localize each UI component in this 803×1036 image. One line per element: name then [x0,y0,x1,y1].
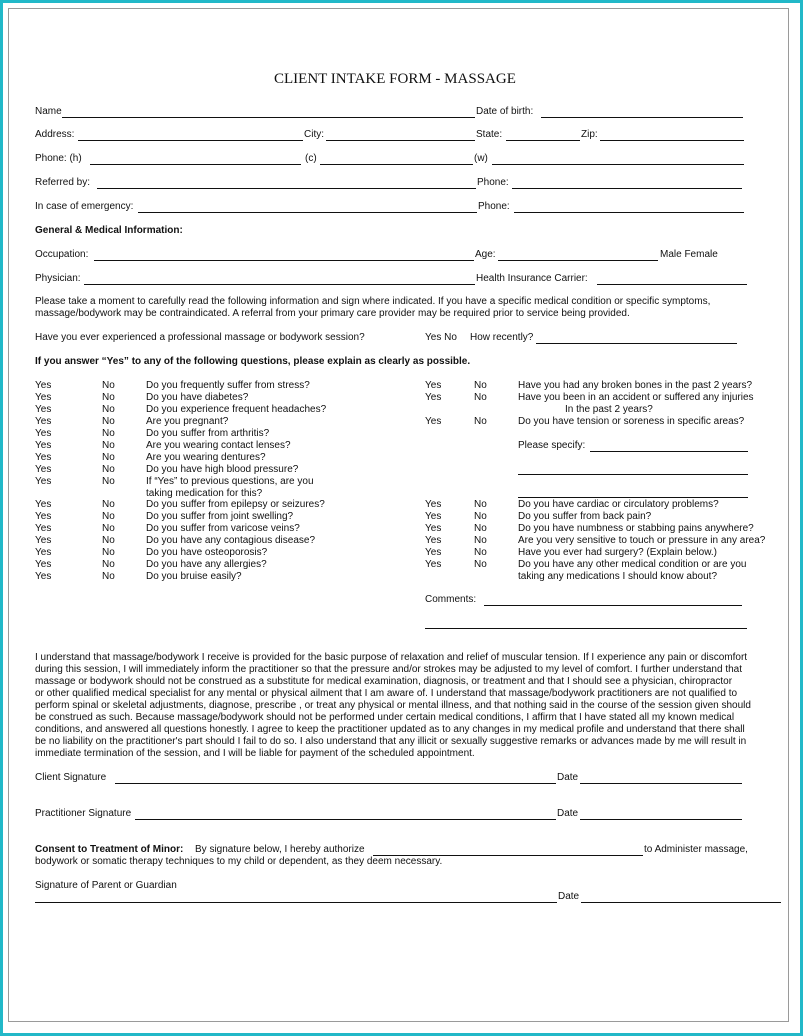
yes-option[interactable]: Yes [35,452,52,463]
practitioner-date-label: Date [557,808,579,819]
emergency-phone-label: Phone: [478,201,510,212]
guardian-date-label: Date [558,891,580,902]
no-option[interactable]: No [474,547,487,558]
minor-consent-tail: to Administer massage, [644,844,748,855]
city-field[interactable] [326,140,475,141]
no-option[interactable]: No [102,440,115,451]
name-label: Name [35,106,62,117]
practitioner-date-field[interactable] [580,819,742,820]
emergency-phone-field[interactable] [514,212,744,213]
no-option[interactable]: No [102,535,115,546]
no-option[interactable]: No [102,452,115,463]
medical-heading: General & Medical Information: [35,225,183,236]
minor-consent-line-2: bodywork or somatic therapy techniques to my child or dependent, as they deem necessary. [35,856,443,867]
occupation-field[interactable] [94,260,474,261]
yes-option[interactable]: Yes [35,535,52,546]
yes-option[interactable]: Yes [35,559,52,570]
comments-label: Comments: [425,594,477,605]
no-option[interactable]: No [474,499,487,510]
no-option[interactable]: No [102,428,115,439]
no-option[interactable]: No [102,571,115,582]
comments-field-2[interactable] [425,628,747,629]
consent-line: perform spinal or skeletal adjustments, diagnose, prescribe , or treat any physical or mental illness, and that nothing said in the course of the session given should [35,700,751,711]
no-option[interactable]: No [102,559,115,570]
yes-option[interactable]: Yes [35,464,52,475]
health-question-cont: taking medication for this? [146,488,263,499]
minor-consent-heading: Consent to Treatment of Minor: [35,844,184,855]
yes-option[interactable]: Yes [35,428,52,439]
yes-option[interactable]: Yes [35,416,52,427]
prior-massage-yes-no[interactable]: Yes No [425,332,457,343]
sex-options[interactable]: Male Female [660,249,718,260]
back-pain-question: Do you suffer from back pain? [518,511,652,522]
health-question: Do you have osteoporosis? [146,547,268,558]
yes-option[interactable]: Yes [425,499,442,510]
no-option[interactable]: No [102,392,115,403]
health-question: Are you wearing contact lenses? [146,440,291,451]
yes-option[interactable]: Yes [425,511,442,522]
instructions-line-1: Please take a moment to carefully read the following information and sign where indicated. If you have a specific medical condition or specific symptoms, [35,296,711,307]
tension-question: Do you have tension or soreness in specific areas? [518,416,745,427]
insurance-field[interactable] [597,284,747,285]
zip-label: Zip: [581,129,598,140]
phone-work-label: (w) [474,153,488,164]
health-question: Do you suffer from epilepsy or seizures? [146,499,325,510]
yes-option[interactable]: Yes [35,440,52,451]
please-specify-label: Please specify: [518,440,586,451]
other-condition-question: Do you have any other medical condition or are you [518,559,747,570]
sensitive-question: Are you very sensitive to touch or pressure in any area? [518,535,766,546]
client-signature-label: Client Signature [35,772,107,783]
referred-phone-label: Phone: [477,177,509,188]
health-question: Are you wearing dentures? [146,452,266,463]
consent-line: or other qualified medical specialist for any mental or physical ailment that I am aware of. I understand that massage/bodywork practitioners are not qualified to [35,688,738,699]
yes-option[interactable]: Yes [425,380,442,391]
name-field[interactable] [62,117,475,118]
how-recently-field[interactable] [536,343,737,344]
client-signature-field[interactable] [115,783,556,784]
no-option[interactable]: No [102,416,115,427]
no-option[interactable]: No [102,511,115,522]
practitioner-signature-label: Practitioner Signature [35,808,132,819]
no-option[interactable]: No [102,380,115,391]
health-question: Do you suffer from varicose veins? [146,523,300,534]
guardian-signature-label: Signature of Parent or Guardian [35,880,177,891]
zip-field[interactable] [600,140,744,141]
physician-field[interactable] [84,284,475,285]
comments-field-1[interactable] [484,605,742,606]
no-option[interactable]: No [102,476,115,487]
health-question: Do you have high blood pressure? [146,464,299,475]
dob-label: Date of birth: [476,106,534,117]
referred-phone-field[interactable] [512,188,742,189]
yes-option[interactable]: Yes [35,511,52,522]
broken-bones-question: Have you had any broken bones in the past 2 years? [518,380,753,391]
occupation-label: Occupation: [35,249,89,260]
phone-cell-label: (c) [305,153,317,164]
phone-home-label: Phone: (h) [35,153,82,164]
yes-option[interactable]: Yes [35,380,52,391]
health-question: If “Yes” to previous questions, are you [146,476,314,487]
client-date-label: Date [557,772,579,783]
consent-line: during this session, I will immediately inform the practitioner so that the pressure and/or strokes may be adjusted to my level of comfort. I further understand that [35,664,742,675]
consent-line: I understand that massage/bodywork I receive is provided for the basic purpose of relaxation and relief of muscular tension. If I experience any pain or discomfort [35,652,748,663]
health-question: Do you frequently suffer from stress? [146,380,310,391]
prior-massage-question: Have you ever experienced a professional massage or bodywork session? [35,332,365,343]
yes-option[interactable]: Yes [425,535,442,546]
yes-option[interactable]: Yes [425,523,442,534]
address-field[interactable] [78,140,303,141]
yes-option[interactable]: Yes [35,523,52,534]
other-condition-question-cont: taking any medications I should know about? [518,571,718,582]
cardiac-question: Do you have cardiac or circulatory problems? [518,499,719,510]
phone-work-field[interactable] [492,164,744,165]
no-option[interactable]: No [102,499,115,510]
physician-label: Physician: [35,273,81,284]
yes-option[interactable]: Yes [35,499,52,510]
emergency-label: In case of emergency: [35,201,134,212]
referred-field[interactable] [97,188,476,189]
city-label: City: [304,129,324,140]
no-option[interactable]: No [474,392,487,403]
document-page [8,8,789,1022]
form-title: CLIENT INTAKE FORM - MASSAGE [274,71,516,87]
consent-paragraph [35,652,780,760]
yes-option[interactable]: Yes [35,392,52,403]
yes-option[interactable]: Yes [425,416,442,427]
yes-option[interactable]: Yes [425,547,442,558]
consent-line: immediate termination of the session, and I will be liable for payment of the scheduled appointment. [35,748,475,759]
health-question: Do you bruise easily? [146,571,242,582]
specify-field-3[interactable] [518,497,748,498]
consent-line: be construed as such. Because massage/bodywork should not be performed under certain medical conditions, I affirm that I have stated all my known medical [35,712,735,723]
surgery-question: Have you ever had surgery? (Explain below.) [518,547,717,558]
client-date-field[interactable] [580,783,742,784]
no-option[interactable]: No [474,559,487,570]
dob-field[interactable] [541,117,743,118]
no-option[interactable]: No [102,547,115,558]
address-label: Address: [35,129,75,140]
yes-instructions-heading: If you answer “Yes” to any of the following questions, please explain as clearly as possible. [35,356,471,367]
no-option[interactable]: No [474,511,487,522]
no-option[interactable]: No [102,464,115,475]
phone-cell-field[interactable] [320,164,473,165]
insurance-label: Health Insurance Carrier: [476,273,588,284]
health-question: Do you experience frequent headaches? [146,404,327,415]
no-option[interactable]: No [474,535,487,546]
specify-field-1[interactable] [590,451,748,452]
accident-question: Have you been in an accident or suffered any injuries [518,392,754,403]
minor-consent-text: By signature below, I hereby authorize [195,844,365,855]
referred-label: Referred by: [35,177,91,188]
age-label: Age: [475,249,496,260]
no-option[interactable]: No [102,404,115,415]
health-question: Do you have any allergies? [146,559,267,570]
no-option[interactable]: No [474,416,487,427]
consent-line: massage or bodywork should not be construed as a substitute for medical examination, diagnosis, or treatment and that I should see a physician, chiropractor [35,676,733,687]
consent-line: conditions, and answered all questions honestly. I agree to keep the practitioner updated as to any changes in my medical profile and understand that there shall [35,724,745,735]
yes-option[interactable]: Yes [425,392,442,403]
yes-option[interactable]: Yes [35,404,52,415]
health-question: Do you have diabetes? [146,392,249,403]
no-option[interactable]: No [474,523,487,534]
emergency-field[interactable] [138,212,477,213]
yes-option[interactable]: Yes [35,571,52,582]
no-option[interactable]: No [474,380,487,391]
specify-field-2[interactable] [518,474,748,475]
state-field[interactable] [506,140,580,141]
health-question: Do you suffer from joint swelling? [146,511,294,522]
health-question: Are you pregnant? [146,416,229,427]
yes-option[interactable]: Yes [35,476,52,487]
yes-option[interactable]: Yes [35,547,52,558]
guardian-signature-field[interactable] [35,902,557,903]
consent-line: be no liability on the practitioner's part should I fail to do so. I also understand that any illicit or sexually suggestive remarks or advances made by me will result in [35,736,747,747]
phone-home-field[interactable] [90,164,301,165]
guardian-date-field[interactable] [581,902,781,903]
health-question: Do you have any contagious disease? [146,535,316,546]
practitioner-signature-field[interactable] [135,819,556,820]
how-recently-label: How recently? [470,332,534,343]
yes-option[interactable]: Yes [425,559,442,570]
no-option[interactable]: No [102,523,115,534]
numbness-question: Do you have numbness or stabbing pains anywhere? [518,523,754,534]
age-field[interactable] [498,260,658,261]
accident-question-cont: In the past 2 years? [565,404,653,415]
state-label: State: [476,129,503,140]
instructions-line-2: massage/bodywork may be contraindicated. A referral from your primary care provider may be required prior to service being provided. [35,308,630,319]
health-question: Do you suffer from arthritis? [146,428,270,439]
